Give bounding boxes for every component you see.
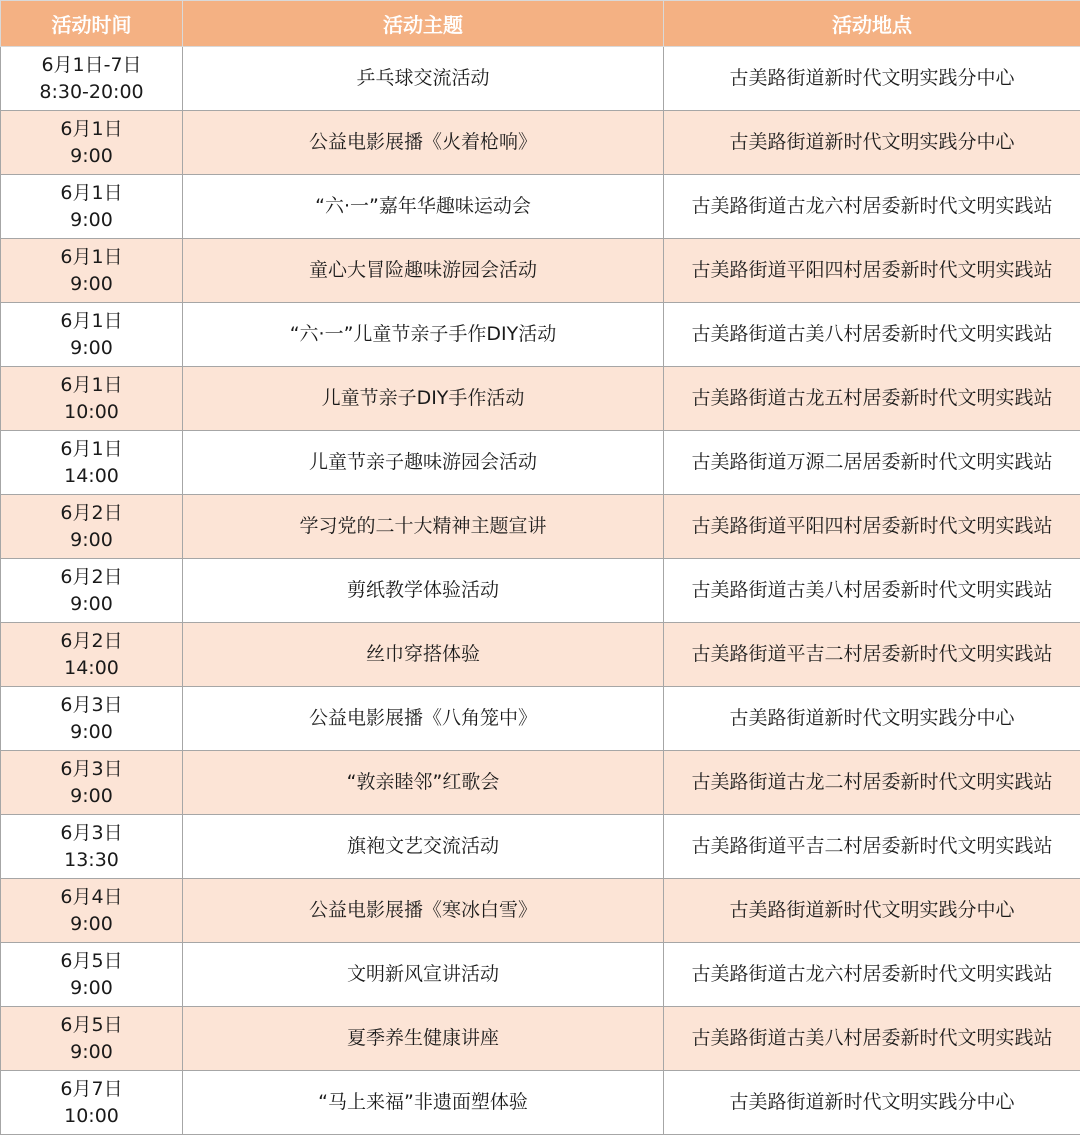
topic-cell: 文明新风宣讲活动 bbox=[183, 943, 664, 1007]
hour-text: 9:00 bbox=[1, 783, 182, 810]
time-cell bbox=[1, 1007, 183, 1071]
hour-text: 10:00 bbox=[1, 1103, 182, 1130]
table-row bbox=[1, 1007, 1080, 1071]
time-cell bbox=[1, 303, 183, 367]
place-cell: 古美路街道平吉二村居委新时代文明实践站 bbox=[664, 815, 1080, 879]
time-cell bbox=[1, 111, 183, 175]
table-row bbox=[1, 303, 1080, 367]
hour-text: 9:00 bbox=[1, 143, 182, 170]
hour-text: 9:00 bbox=[1, 527, 182, 554]
table-row bbox=[1, 175, 1080, 239]
hour-text: 9:00 bbox=[1, 975, 182, 1002]
hour-text: 9:00 bbox=[1, 271, 182, 298]
table-row bbox=[1, 367, 1080, 431]
place-cell: 古美路街道古美八村居委新时代文明实践站 bbox=[664, 559, 1080, 623]
time-cell bbox=[1, 1071, 183, 1135]
topic-cell: 公益电影展播《火着枪响》 bbox=[183, 111, 664, 175]
date-text: 6月5日 bbox=[1, 948, 182, 975]
table-row bbox=[1, 47, 1080, 111]
topic-cell: 公益电影展播《寒冰白雪》 bbox=[183, 879, 664, 943]
header-row bbox=[1, 1, 1080, 47]
header-activity-time: 活动时间 bbox=[1, 1, 183, 47]
date-text: 6月7日 bbox=[1, 1076, 182, 1103]
table-row bbox=[1, 111, 1080, 175]
date-text: 6月4日 bbox=[1, 884, 182, 911]
topic-cell: 童心大冒险趣味游园会活动 bbox=[183, 239, 664, 303]
topic-cell: 旗袍文艺交流活动 bbox=[183, 815, 664, 879]
topic-cell: “六·一”儿童节亲子手作DIY活动 bbox=[183, 303, 664, 367]
topic-cell: 剪纸教学体验活动 bbox=[183, 559, 664, 623]
time-cell bbox=[1, 879, 183, 943]
topic-cell: 儿童节亲子DIY手作活动 bbox=[183, 367, 664, 431]
place-cell: 古美路街道新时代文明实践分中心 bbox=[664, 47, 1080, 111]
table-row bbox=[1, 239, 1080, 303]
place-cell: 古美路街道古龙六村居委新时代文明实践站 bbox=[664, 943, 1080, 1007]
date-text: 6月3日 bbox=[1, 692, 182, 719]
time-cell bbox=[1, 47, 183, 111]
hour-text: 9:00 bbox=[1, 335, 182, 362]
place-cell: 古美路街道古龙二村居委新时代文明实践站 bbox=[664, 751, 1080, 815]
place-cell: 古美路街道新时代文明实践分中心 bbox=[664, 879, 1080, 943]
place-cell: 古美路街道平阳四村居委新时代文明实践站 bbox=[664, 239, 1080, 303]
date-text: 6月2日 bbox=[1, 628, 182, 655]
topic-cell: 学习党的二十大精神主题宣讲 bbox=[183, 495, 664, 559]
time-cell bbox=[1, 431, 183, 495]
date-text: 6月1日 bbox=[1, 116, 182, 143]
topic-cell: 丝巾穿搭体验 bbox=[183, 623, 664, 687]
date-text: 6月1日 bbox=[1, 372, 182, 399]
date-text: 6月3日 bbox=[1, 820, 182, 847]
place-cell: 古美路街道万源二居居委新时代文明实践站 bbox=[664, 431, 1080, 495]
table-row bbox=[1, 1071, 1080, 1135]
date-text: 6月3日 bbox=[1, 756, 182, 783]
place-cell: 古美路街道新时代文明实践分中心 bbox=[664, 687, 1080, 751]
date-text: 6月2日 bbox=[1, 500, 182, 527]
hour-text: 10:00 bbox=[1, 399, 182, 426]
topic-cell: “马上来福”非遗面塑体验 bbox=[183, 1071, 664, 1135]
date-text: 6月1日-7日 bbox=[1, 52, 182, 79]
time-cell bbox=[1, 815, 183, 879]
time-cell bbox=[1, 239, 183, 303]
time-cell bbox=[1, 687, 183, 751]
table-header bbox=[1, 1, 1080, 47]
hour-text: 9:00 bbox=[1, 1039, 182, 1066]
place-cell: 古美路街道平吉二村居委新时代文明实践站 bbox=[664, 623, 1080, 687]
table-row bbox=[1, 495, 1080, 559]
table-row bbox=[1, 431, 1080, 495]
place-cell: 古美路街道平阳四村居委新时代文明实践站 bbox=[664, 495, 1080, 559]
date-text: 6月1日 bbox=[1, 180, 182, 207]
hour-text: 8:30-20:00 bbox=[1, 79, 182, 106]
header-activity-place: 活动地点 bbox=[664, 1, 1080, 47]
hour-text: 9:00 bbox=[1, 911, 182, 938]
hour-text: 9:00 bbox=[1, 207, 182, 234]
topic-cell: “敦亲睦邻”红歌会 bbox=[183, 751, 664, 815]
place-cell: 古美路街道古美八村居委新时代文明实践站 bbox=[664, 303, 1080, 367]
topic-cell: 乒乓球交流活动 bbox=[183, 47, 664, 111]
time-cell bbox=[1, 495, 183, 559]
date-text: 6月2日 bbox=[1, 564, 182, 591]
time-cell bbox=[1, 943, 183, 1007]
hour-text: 9:00 bbox=[1, 719, 182, 746]
table-row bbox=[1, 751, 1080, 815]
table-row bbox=[1, 623, 1080, 687]
topic-cell: 夏季养生健康讲座 bbox=[183, 1007, 664, 1071]
hour-text: 9:00 bbox=[1, 591, 182, 618]
hour-text: 13:30 bbox=[1, 847, 182, 874]
table-row bbox=[1, 559, 1080, 623]
date-text: 6月1日 bbox=[1, 308, 182, 335]
place-cell: 古美路街道古龙五村居委新时代文明实践站 bbox=[664, 367, 1080, 431]
place-cell: 古美路街道新时代文明实践分中心 bbox=[664, 1071, 1080, 1135]
date-text: 6月1日 bbox=[1, 436, 182, 463]
table-row bbox=[1, 879, 1080, 943]
table-row bbox=[1, 943, 1080, 1007]
place-cell: 古美路街道新时代文明实践分中心 bbox=[664, 111, 1080, 175]
time-cell bbox=[1, 751, 183, 815]
topic-cell: “六·一”嘉年华趣味运动会 bbox=[183, 175, 664, 239]
date-text: 6月1日 bbox=[1, 244, 182, 271]
date-text: 6月5日 bbox=[1, 1012, 182, 1039]
time-cell bbox=[1, 623, 183, 687]
topic-cell: 儿童节亲子趣味游园会活动 bbox=[183, 431, 664, 495]
time-cell bbox=[1, 559, 183, 623]
table-body bbox=[1, 47, 1080, 1135]
topic-cell: 公益电影展播《八角笼中》 bbox=[183, 687, 664, 751]
table-row bbox=[1, 815, 1080, 879]
place-cell: 古美路街道古龙六村居委新时代文明实践站 bbox=[664, 175, 1080, 239]
header-activity-topic: 活动主题 bbox=[183, 1, 664, 47]
place-cell: 古美路街道古美八村居委新时代文明实践站 bbox=[664, 1007, 1080, 1071]
hour-text: 14:00 bbox=[1, 463, 182, 490]
time-cell bbox=[1, 175, 183, 239]
table-row bbox=[1, 687, 1080, 751]
hour-text: 14:00 bbox=[1, 655, 182, 682]
time-cell bbox=[1, 367, 183, 431]
